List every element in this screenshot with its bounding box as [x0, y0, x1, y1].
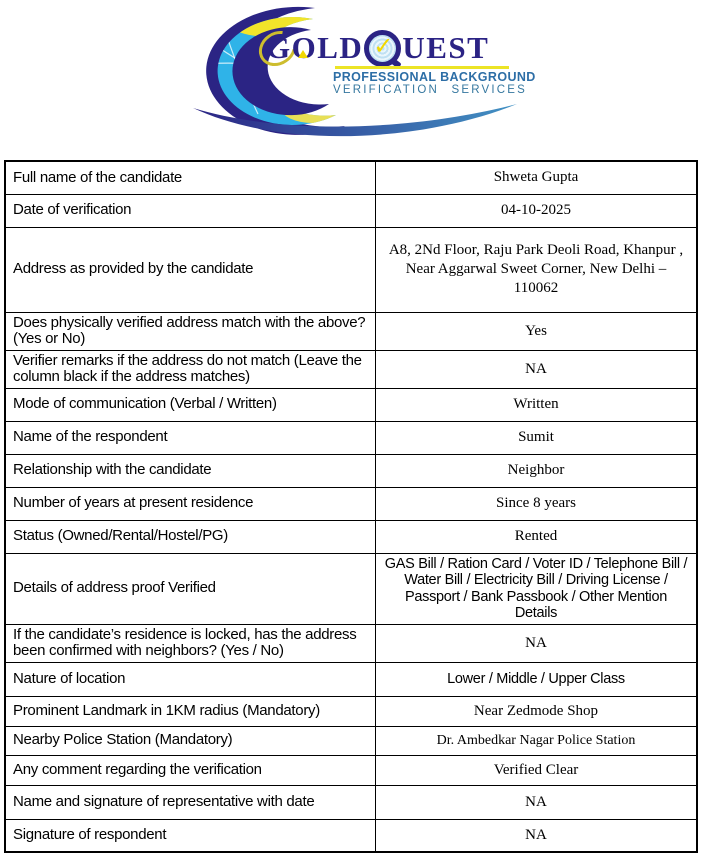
table-row	[5, 726, 697, 755]
table-row	[5, 350, 697, 388]
table-row	[5, 696, 697, 726]
table-row	[5, 819, 697, 852]
logo-letter-g: G	[266, 30, 292, 65]
field-value: Verified Clear	[376, 755, 698, 785]
table-row	[5, 161, 697, 194]
field-label: Nature of location	[5, 662, 376, 696]
field-label: Mode of communication (Verbal / Written)	[5, 388, 376, 421]
field-label: Does physically verified address match with the above? (Yes or No)	[5, 312, 376, 350]
table-row	[5, 421, 697, 454]
field-value: Neighbor	[376, 454, 698, 487]
field-value: Sumit	[376, 421, 698, 454]
table-row	[5, 553, 697, 624]
field-value: Lower / Middle / Upper Class	[376, 662, 698, 696]
table-row	[5, 227, 697, 312]
table-row	[5, 454, 697, 487]
table-row	[5, 785, 697, 819]
field-value: Since 8 years	[376, 487, 698, 520]
field-value: Yes	[376, 312, 698, 350]
field-value: NA	[376, 819, 698, 852]
logo-letters-ld: LD	[317, 30, 364, 65]
field-label: Prominent Landmark in 1KM radius (Mandatory)	[5, 696, 376, 726]
field-label: Date of verification	[5, 194, 376, 227]
field-value: NA	[376, 785, 698, 819]
field-label: Verifier remarks if the address do not match (Leave the column black if the address matches)	[5, 350, 376, 388]
verification-table	[4, 160, 698, 853]
table-row	[5, 662, 697, 696]
field-value: NA	[376, 350, 698, 388]
table-row	[5, 487, 697, 520]
logo-tagline-line2: VERIFICATION SERVICES	[333, 84, 527, 96]
logo-letters-uest: UEST	[402, 30, 490, 65]
field-label: Number of years at present residence	[5, 487, 376, 520]
magnifier-q-icon	[364, 30, 401, 67]
field-label: Address as provided by the candidate	[5, 227, 376, 312]
field-label: If the candidate’s residence is locked, has the address been confirmed with neighbors? (Yes / No)	[5, 624, 376, 662]
field-value: Near Zedmode Shop	[376, 696, 698, 726]
field-label: Status (Owned/Rental/Hostel/PG)	[5, 520, 376, 553]
field-value: Dr. Ambedkar Nagar Police Station	[376, 726, 698, 755]
field-value: Written	[376, 388, 698, 421]
field-value: 04-10-2025	[376, 194, 698, 227]
table-row	[5, 755, 697, 785]
logo-letter-o: O	[291, 30, 318, 65]
field-label: Details of address proof Verified	[5, 553, 376, 624]
check-icon: ✓	[373, 32, 395, 60]
table-row	[5, 624, 697, 662]
table-row	[5, 312, 697, 350]
field-label: Name and signature of representative with date	[5, 785, 376, 819]
field-value: Rented	[376, 520, 698, 553]
table-row	[5, 194, 697, 227]
logo-wordmark	[266, 30, 489, 67]
field-label: Name of the respondent	[5, 421, 376, 454]
field-label: Any comment regarding the verification	[5, 755, 376, 785]
field-value: NA	[376, 624, 698, 662]
table-row	[5, 388, 697, 421]
field-value: Shweta Gupta	[376, 161, 698, 194]
logo-tagline-line1: PROFESSIONAL BACKGROUND	[333, 70, 536, 84]
table-row	[5, 520, 697, 553]
field-label: Relationship with the candidate	[5, 454, 376, 487]
logo-underline	[335, 66, 509, 69]
field-label: Nearby Police Station (Mandatory)	[5, 726, 376, 755]
field-label: Signature of respondent	[5, 819, 376, 852]
field-label: Full name of the candidate	[5, 161, 376, 194]
goldquest-logo	[163, 2, 536, 144]
field-value: A8, 2Nd Floor, Raju Park Deoli Road, Khanpur , Near Aggarwal Sweet Corner, New Delhi – 110062	[376, 227, 698, 312]
field-value: GAS Bill / Ration Card / Voter ID / Telephone Bill / Water Bill / Electricity Bill / Driving License / Passport / Bank Passbook / Other Mention Details	[376, 553, 698, 624]
